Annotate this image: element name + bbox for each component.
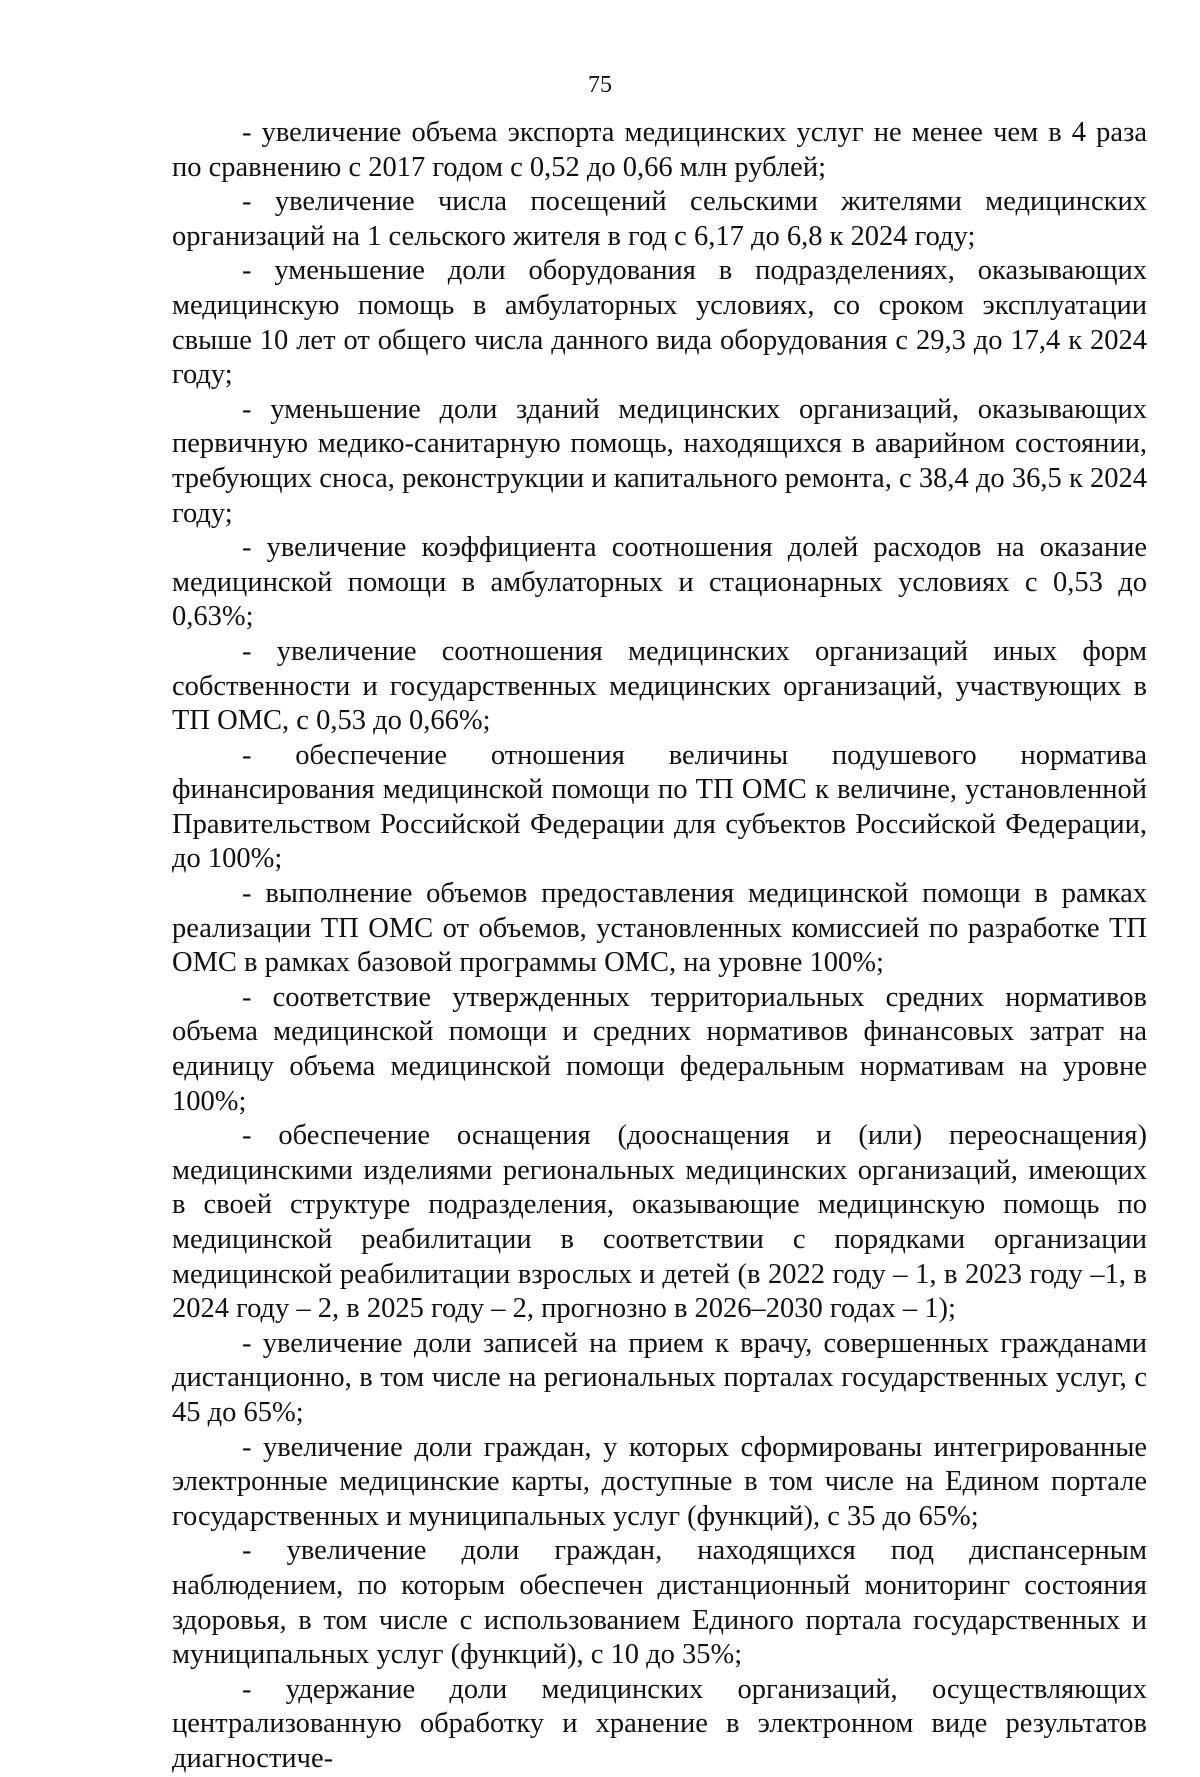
list-item-equipment-age: - уменьшение доли оборудования в подразделениях, оказывающих медицинскую помощь в амбулаторных условиях, со сроком эксплуатации свыше 10 лет от общего числа данного вида оборудования с 29,3 до 17,4 к 2024 году; (172, 255, 1147, 391)
list-item-centralized-processing: - удержание доли медицинских организаций, осуществляющих централизованную обработку и хранение в электронном виде результатов диагностиче- (172, 1673, 1147, 1774)
list-item-care-volumes: - выполнение объемов предоставления медицинской помощи в рамках реализации ТП ОМС от объемов, установленных комиссией по разработке ТП ОМС в рамках базовой программы ОМС, на уровне 100%; (172, 878, 1147, 979)
document-body (172, 116, 1147, 1777)
list-item-electronic-records: - увеличение доли граждан, у которых сформированы интегрированные электронные медицинские карты, доступные в том числе на Едином портале государственных и муниципальных услуг (функций), с 35 до 65%; (172, 1431, 1147, 1532)
list-item-emergency-buildings: - уменьшение доли зданий медицинских организаций, оказывающих первичную медико-санитарную помощь, находящихся в аварийном состоянии, требующих сноса, реконструкции и капитального ремонта, с 38,4 до 36,5 к 2024 году; (172, 393, 1147, 529)
list-item-territorial-standards: - соответствие утвержденных территориальных средних нормативов объема медицинской помощи и средних нормативов финансовых затрат на единицу объема медицинской помощи федеральным нормативам на уровне 100%; (172, 981, 1147, 1117)
list-item-rural-visits: - увеличение числа посещений сельскими жителями медицинских организаций на 1 сельского жителя в год с 6,17 до 6,8 к 2024 году; (172, 186, 1147, 252)
list-item-export-medical-services: - увеличение объема экспорта медицинских услуг не менее чем в 4 раза по сравнению с 2017 годом с 0,52 до 0,66 млн рублей; (172, 117, 1147, 183)
list-item-rehabilitation-equipment: - обеспечение оснащения (дооснащения и (или) переоснащения) медицинскими изделиями региональных медицинских организаций, имеющих в своей структуре подразделения, оказывающие медицинскую помощь по медицинской реабилитации в соответствии с порядками организации медицинской реабилитации взрослых и детей (в 2022 году – 1, в 2023 году –1, в 2024 году – 2, в 2025 году – 2, прогнозно в 2026–2030 годах – 1); (172, 1120, 1147, 1325)
list-item-ownership-ratio: - увеличение соотношения медицинских организаций иных форм собственности и государственных медицинских организаций, участвующих в ТП ОМС, с 0,53 до 0,66%; (172, 635, 1147, 737)
page-number: 75 (588, 72, 612, 98)
list-item-per-capita-standard: - обеспечение отношения величины подушевого норматива финансирования медицинской помощи по ТП ОМС к величине, установленной Правительством Российской Федерации для субъектов Российской Федерации, до 100%; (172, 739, 1147, 875)
list-item-remote-monitoring: - увеличение доли граждан, находящихся под диспансерным наблюдением, по которым обеспечен дистанционный мониторинг состояния здоровья, в том числе с использованием Единого портала государственных и муниципальных услуг (функций), с 10 до 35%; (172, 1535, 1147, 1671)
list-item-remote-appointments: - увеличение доли записей на прием к врачу, совершенных гражданами дистанционно, в том числе на региональных порталах государственных услуг, с 45 до 65%; (172, 1327, 1147, 1428)
list-item-expense-ratio: - увеличение коэффициента соотношения долей расходов на оказание медицинской помощи в амбулаторных и стационарных условиях с 0,53 до 0,63%; (172, 532, 1147, 633)
